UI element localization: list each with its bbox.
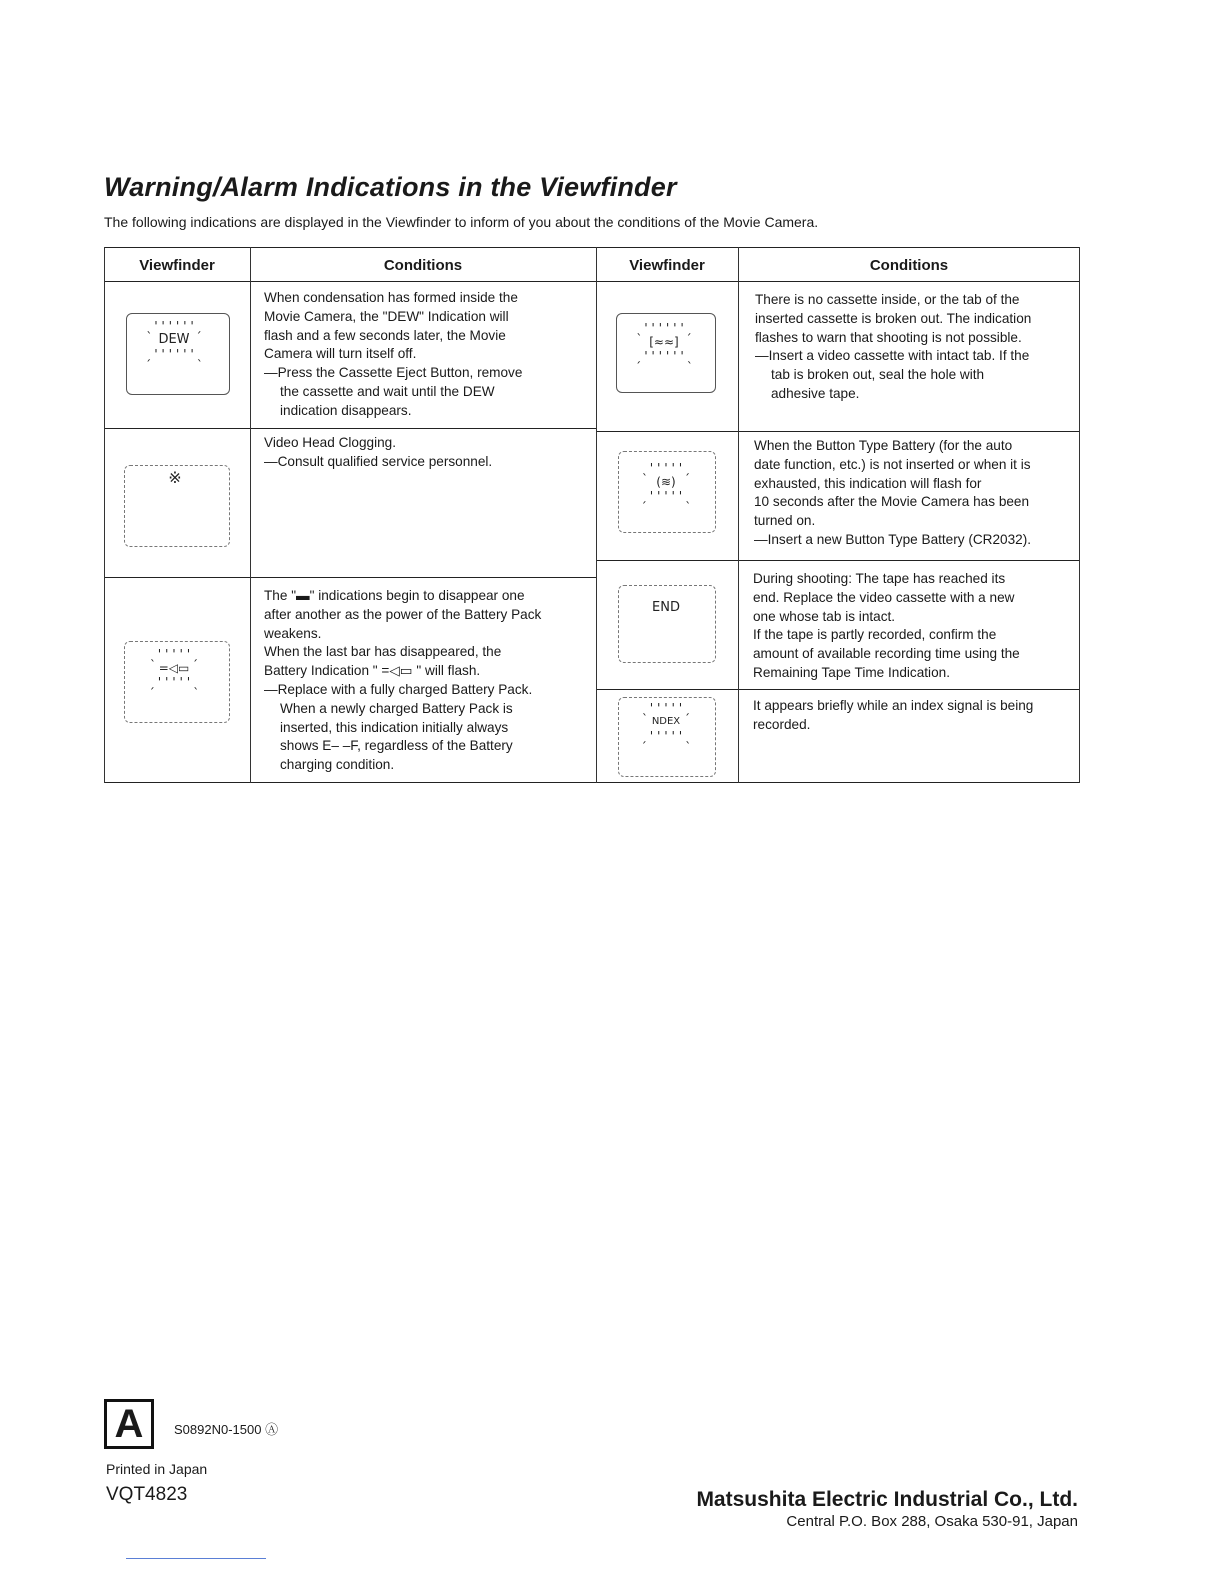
text-line: inserted, this indication initially always <box>280 719 509 735</box>
flash-ticks-top: ˎ''''''ˏ <box>635 321 693 335</box>
flash-ticks-bottom: ˏ'''''ˎ <box>640 729 692 743</box>
page-title: Warning/Alarm Indications in the Viewfinder <box>104 172 677 202</box>
text-line: When condensation has formed inside the <box>264 290 518 305</box>
flash-ticks-bottom: ˏ''''''ˎ <box>635 349 693 363</box>
text-line: When a newly charged Battery Pack is <box>280 700 513 716</box>
text-line: —Replace with a fully charged Battery Pack. <box>264 681 533 697</box>
text-line: flashes to warn that shooting is not possible. <box>755 329 1022 345</box>
text-line: It appears briefly while an index signal is being <box>753 698 1034 713</box>
text-line: —Press the Cassette Eject Button, remove <box>264 365 523 381</box>
text-line: weakens. <box>264 625 322 641</box>
company-name: Matsushita Electric Industrial Co., Ltd. <box>696 1488 1078 1511</box>
row-rule-right-2 <box>596 560 1080 561</box>
text-line: Remaining Tape Time Indication. <box>753 664 950 680</box>
dew-symbol: DEW <box>158 332 190 347</box>
text-line: There is no cassette inside, or the tab of the <box>755 292 1020 307</box>
bottom-divider <box>126 1558 266 1559</box>
intro-text: The following indications are displayed in the Viewfinder to inform of you about the conditions of the Movie Camera. <box>104 214 819 230</box>
header-viewfinder-right: Viewfinder <box>629 257 705 274</box>
text-line: one whose tab is intact. <box>753 608 896 624</box>
company-address: Central P.O. Box 288, Osaka 530-91, Japan <box>786 1513 1078 1530</box>
button-battery-symbol: (≋) <box>656 475 676 489</box>
condition-index <box>753 697 1075 735</box>
condition-button-battery <box>754 437 1074 550</box>
text-line: indication disappears. <box>280 402 412 418</box>
model-number: VQT4823 <box>106 1484 188 1505</box>
text-line: If the tape is partly recorded, confirm the <box>753 627 997 643</box>
flash-ticks-top: ˎ'''''ˏ <box>148 647 200 661</box>
condition-battery <box>264 587 589 775</box>
text-line: amount of available recording time using the <box>753 646 1020 662</box>
col-rule-4 <box>1079 247 1080 783</box>
text-line: the cassette and wait until the DEW <box>280 383 495 399</box>
flash-ticks-bottom: ˏ'''''ˎ <box>640 489 692 503</box>
header-conditions-right: Conditions <box>869 257 949 274</box>
print-code: S0892N0-1500 Ⓐ <box>174 1422 279 1437</box>
text-line: Video Head Clogging. <box>264 435 397 450</box>
col-rule-3 <box>738 247 739 783</box>
dew-indicator-icon <box>144 319 204 361</box>
button-battery-indicator-icon <box>636 461 696 503</box>
text-line: flash and a few seconds later, the Movie <box>264 327 506 343</box>
col-rule-2 <box>596 247 597 783</box>
col-rule-0 <box>104 247 105 783</box>
flash-ticks-bottom: ˏ'''''ˎ <box>148 675 200 689</box>
text-line: When the last bar has disappeared, the <box>264 644 502 660</box>
text-line: adhesive tape. <box>771 385 860 401</box>
text-line: When the Button Type Battery (for the auto <box>754 438 1013 453</box>
text-line: The "▬" indications begin to disappear one <box>264 588 525 603</box>
text-line: Movie Camera, the "DEW" Indication will <box>264 308 509 324</box>
flash-ticks-top: ˎ''''''ˏ <box>145 319 203 333</box>
text-line: Camera will turn itself off. <box>264 346 417 362</box>
battery-indicator-icon <box>144 647 204 689</box>
text-line: inserted cassette is broken out. The indication <box>755 310 1032 326</box>
text-line: turned on. <box>754 513 816 529</box>
printed-in-japan: Printed in Japan <box>106 1461 208 1477</box>
condition-dew <box>264 289 589 421</box>
row-rule-right-3 <box>596 689 1080 690</box>
text-line: 10 seconds after the Movie Camera has been <box>754 494 1030 510</box>
condition-no-cassette <box>755 291 1075 404</box>
condition-head-clog <box>264 434 589 472</box>
viewfinder-frame-end <box>618 585 716 663</box>
header-conditions-left: Conditions <box>383 257 463 274</box>
index-symbol: NDEX <box>651 716 681 727</box>
text-line: —Insert a new Button Type Battery (CR2032). <box>754 531 1032 547</box>
text-line: —Insert a video cassette with intact tab. If the <box>755 348 1030 364</box>
header-viewfinder-left: Viewfinder <box>139 257 215 274</box>
condition-end <box>753 570 1075 683</box>
flash-ticks-top: ˎ'''''ˏ <box>640 461 692 475</box>
text-line: date function, etc.) is not inserted or when it is <box>754 456 1031 472</box>
cassette-indicator-icon <box>634 321 694 363</box>
text-line: recorded. <box>753 716 811 732</box>
text-line: charging condition. <box>280 757 395 773</box>
region-badge: A <box>104 1399 154 1449</box>
index-indicator-icon <box>636 701 696 743</box>
text-line: tab is broken out, seal the hole with <box>771 367 985 383</box>
text-line: During shooting: The tape has reached its <box>753 571 1006 586</box>
text-line: —Consult qualified service personnel. <box>264 453 493 469</box>
text-line: shows E– –F, regardless of the Battery <box>280 738 513 754</box>
cassette-symbol: [≈≈] <box>649 335 679 349</box>
flash-ticks-bottom: ˏ''''''ˎ <box>145 347 203 361</box>
text-line: Battery Indication " =◁▭ " will flash. <box>264 663 481 679</box>
text-line: end. Replace the video cassette with a new <box>753 589 1015 605</box>
row-rule-right-1 <box>596 431 1080 432</box>
row-rule-left-2 <box>104 577 596 578</box>
indications-table <box>104 247 1080 783</box>
row-rule-left-1 <box>104 428 596 429</box>
text-line: after another as the power of the Battery Pack <box>264 606 542 622</box>
battery-symbol: =◁▭ <box>158 661 190 675</box>
head-clog-icon: ※ <box>168 468 182 487</box>
col-rule-1 <box>250 247 251 783</box>
flash-ticks-top: ˎ'''''ˏ <box>640 701 692 715</box>
text-line: exhausted, this indication will flash for <box>754 475 982 491</box>
end-indicator: END <box>652 600 680 615</box>
